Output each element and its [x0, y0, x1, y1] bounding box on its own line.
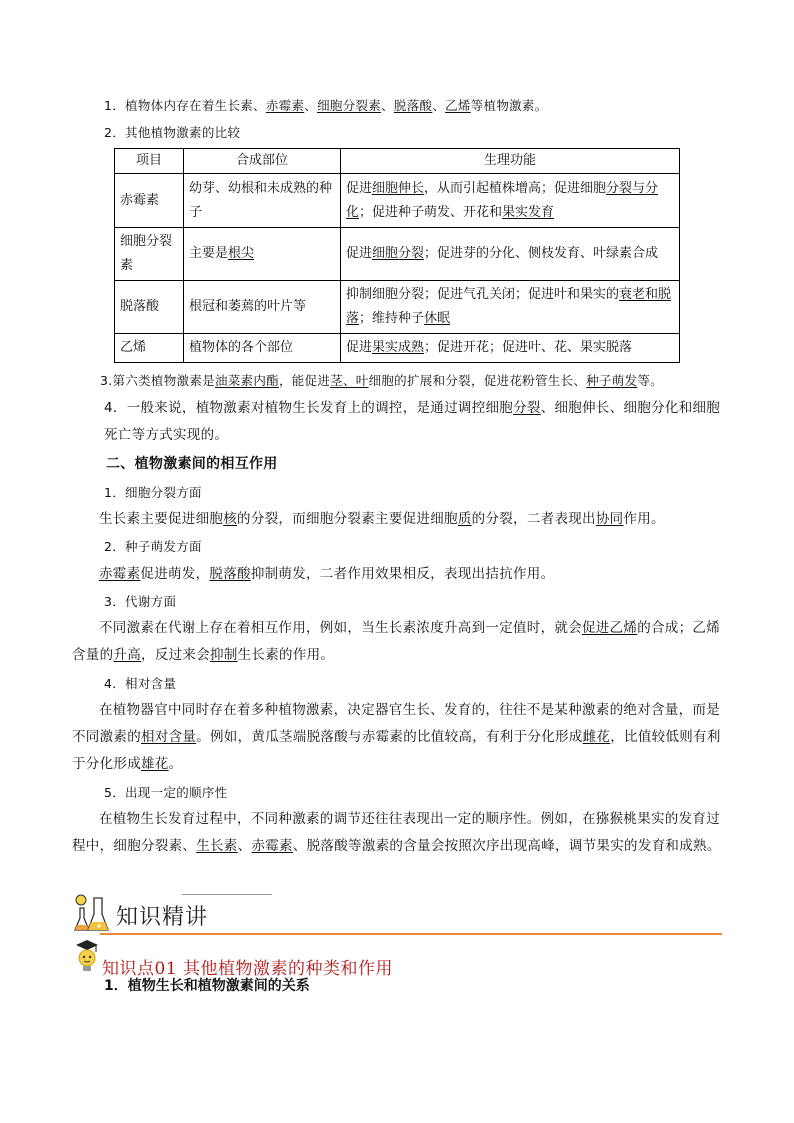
hormone-name: 乙烯	[115, 334, 184, 363]
subsection-body: 不同激素在代谢上存在着相互作用，例如，当生长素浓度升高到一定值时，就会促进乙烯的合成；乙烯含量的升高，反过来会抑制生长素的作用。	[72, 620, 721, 663]
header-site: 合成部位	[184, 149, 341, 174]
knowledge-point-title: 知识点01 其他植物激素的种类和作用	[102, 959, 394, 979]
underlined-term: 乙烯	[445, 98, 471, 113]
subsection-title: 1．细胞分裂方面	[104, 485, 202, 500]
hormone-comparison-table	[114, 148, 680, 363]
subsection-title: 3．代谢方面	[104, 594, 177, 609]
synthesis-site: 主要是根尖	[184, 228, 341, 281]
section-heading-interactions: 二、植物激素间的相互作用	[106, 456, 278, 472]
subsection-title: 4．相对含量	[104, 676, 177, 691]
intro-item-2: 2．其他植物激素的比较	[104, 125, 241, 140]
subsection-title: 5．出现一定的顺序性	[104, 785, 228, 800]
hormone-name: 脱落酸	[115, 281, 184, 334]
synthesis-site: 植物体的各个部位	[184, 334, 341, 363]
table-header-row	[115, 149, 680, 174]
divider	[182, 894, 272, 895]
function-cell: 抑制细胞分裂；促进气孔关闭；促进叶和果实的衰老和脱落；维持种子休眠	[341, 281, 680, 334]
subsection-body: 生长素主要促进细胞核的分裂，而细胞分裂素主要促进细胞质的分裂，二者表现出协同作用。	[99, 511, 665, 527]
header-item: 项目	[115, 149, 184, 174]
lightbulb-graduate-icon	[72, 940, 102, 978]
section-1-title: 1．植物生长和植物激素间的关系	[104, 978, 310, 994]
hormone-name: 细胞分裂素	[115, 228, 184, 281]
table-row	[115, 281, 680, 334]
underlined-term: 细胞分裂素	[317, 98, 382, 113]
intro-item-1: 1．植物体内存在着生长素、赤霉素、细胞分裂素、脱落酸、乙烯等植物激素。	[104, 98, 548, 113]
header-function: 生理功能	[341, 149, 680, 174]
table-row	[115, 334, 680, 363]
underlined-term: 脱落酸	[393, 98, 433, 113]
function-cell: 促进细胞伸长，从而引起植株增高；促进细胞分裂与分化；促进种子萌发、开花和果实发育	[341, 174, 680, 228]
synthesis-site: 根冠和萎蔫的叶片等	[184, 281, 341, 334]
subsection-title: 2．种子萌发方面	[104, 539, 202, 554]
underlined-term: 赤霉素	[265, 98, 305, 113]
table-row	[115, 174, 680, 228]
function-cell: 促进果实成熟；促进开花；促进叶、花、果实脱落	[341, 334, 680, 363]
table-row	[115, 228, 680, 281]
hormone-name: 赤霉素	[115, 174, 184, 228]
function-cell: 促进细胞分裂；促进芽的分化、侧枝发育、叶绿素合成	[341, 228, 680, 281]
banner-rule	[100, 933, 722, 935]
knowledge-banner	[72, 890, 722, 936]
subsection-body: 赤霉素促进萌发，脱落酸抑制萌发，二者作用效果相反，表现出拮抗作用。	[99, 566, 555, 582]
synthesis-site: 幼芽、幼根和未成熟的种子	[184, 174, 341, 228]
subsection-body: 在植物生长发育过程中，不同种激素的调节还往往表现出一定的顺序性。例如，在猕猴桃果实的发育过程中，细胞分裂素、生长素、赤霉素、脱落酸等激素的含量会按照次序出现高峰，调节果实的发育和成熟。	[72, 811, 721, 854]
intro-item-4: 4．一般来说，植物激素对植物生长发育上的调控，是通过调控细胞分裂、细胞伸长、细胞分化和细胞死亡等方式实现的。	[104, 400, 721, 443]
flask-icon	[72, 892, 112, 938]
intro-item-3: 3.第六类植物激素是油菜素内酯，能促进茎、叶细胞的扩展和分裂，促进花粉管生长、种子萌发等。	[100, 373, 663, 388]
banner-title: 知识精讲	[116, 905, 209, 930]
subsection-body: 在植物器官中同时存在着多种植物激素，决定器官生长、发育的，往往不是某种激素的绝对含量，而是不同激素的相对含量。例如，黄瓜茎端脱落酸与赤霉素的比值较高，有利于分化形成雌花，比值较低则有利于分化形成雄花。	[72, 702, 721, 772]
knowledge-point-header	[72, 940, 712, 979]
